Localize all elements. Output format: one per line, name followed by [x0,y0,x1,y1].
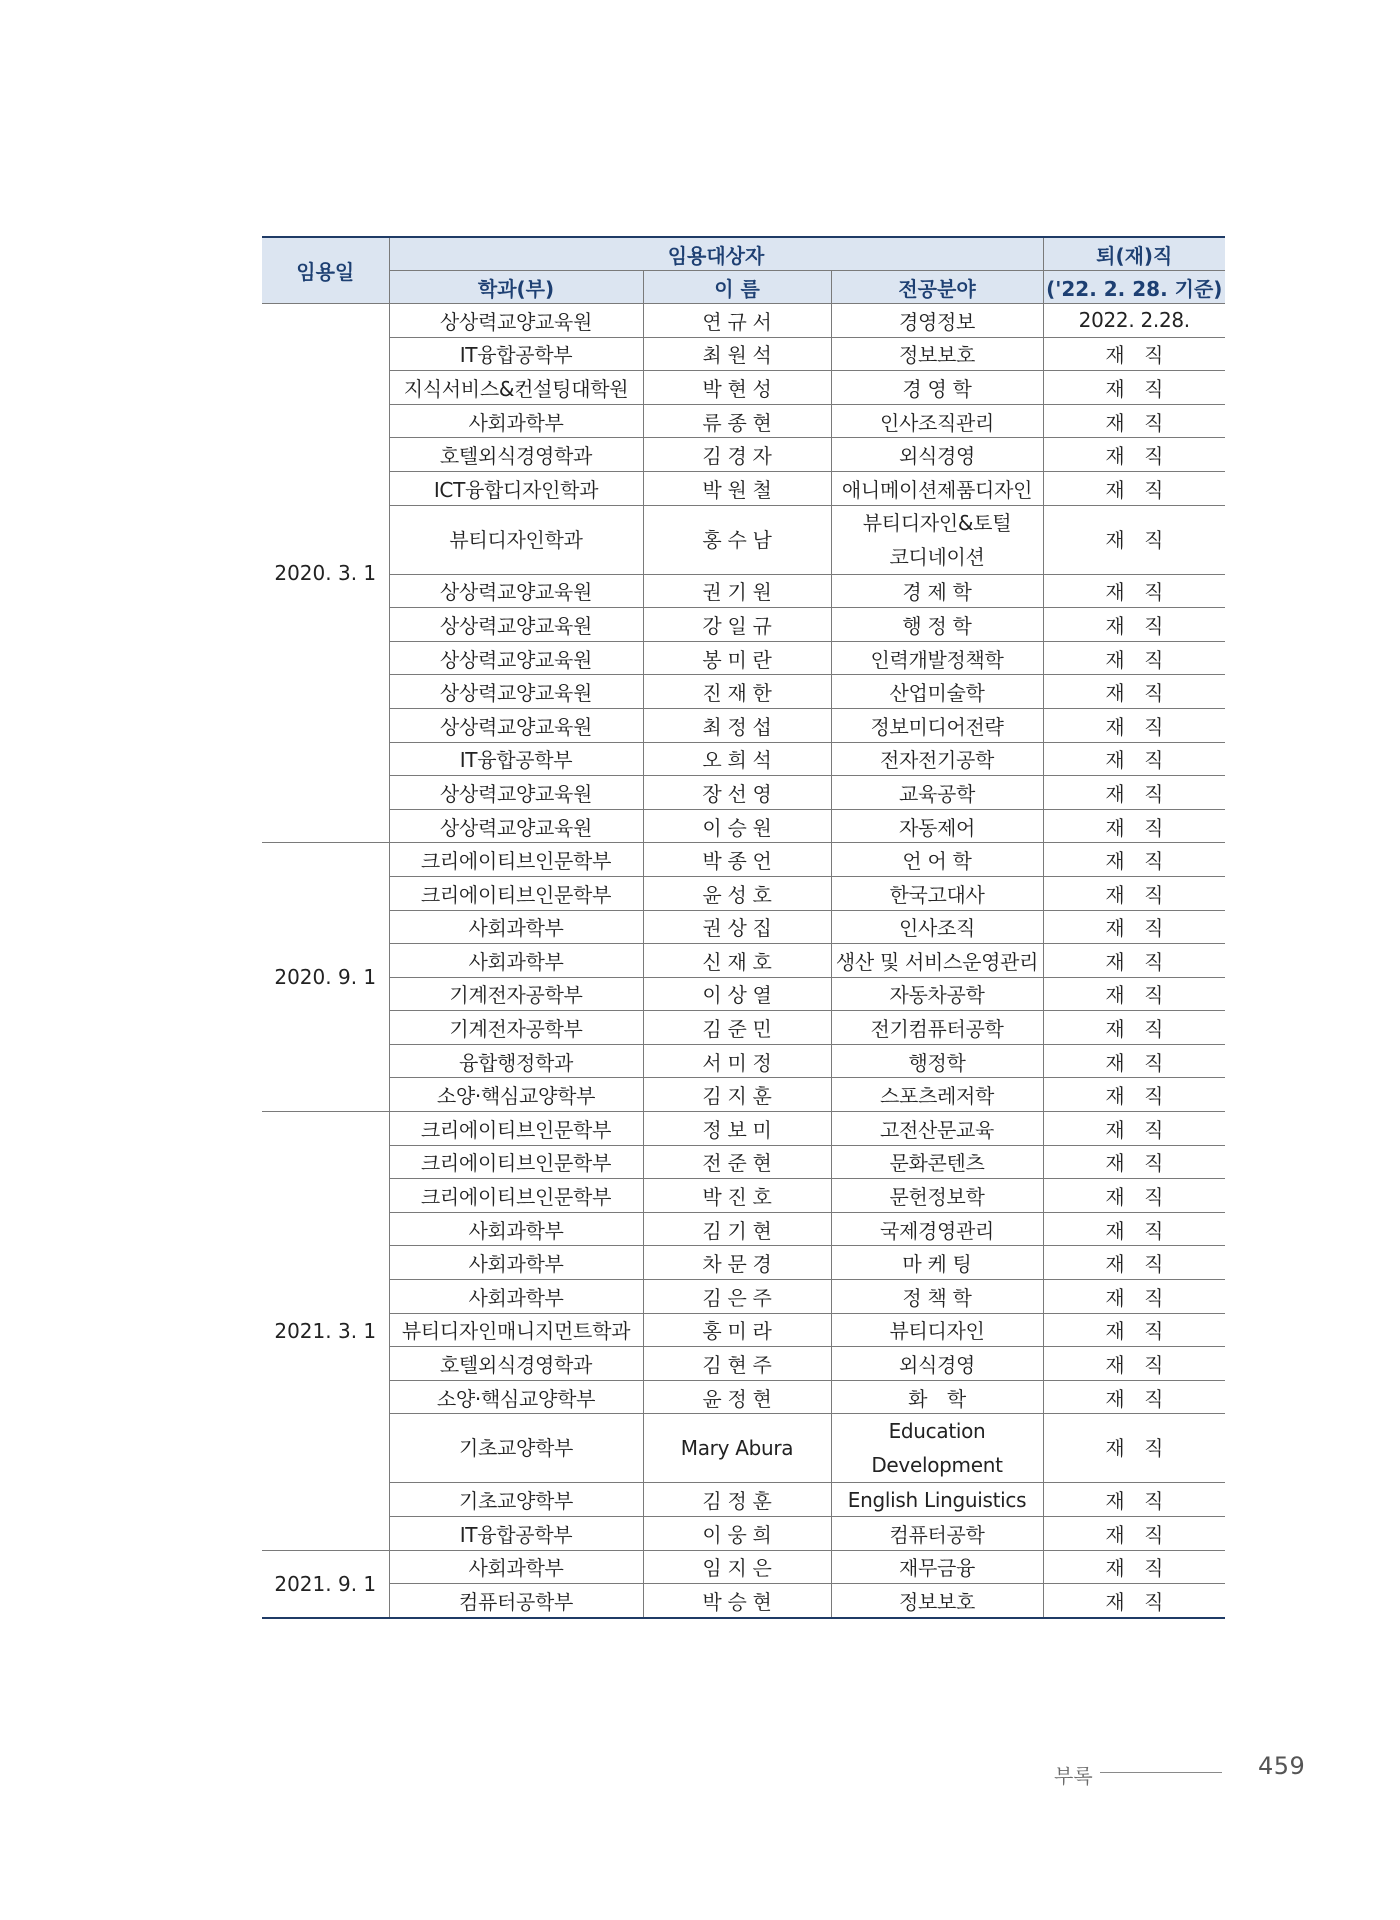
name-cell: 정 보 미 [643,1112,831,1146]
table-row [262,1380,1225,1414]
field-cell: 국제경영관리 [831,1212,1043,1246]
appointment-date: 2020. 9. 1 [262,843,389,1112]
status-cell: 재 직 [1043,1011,1225,1045]
department-cell: ICT융합디자인학과 [389,471,643,505]
table-row [262,1280,1225,1314]
status-cell: 재 직 [1043,1212,1225,1246]
table-row [262,843,1225,877]
department-cell: 소양·핵심교양학부 [389,1078,643,1112]
name-cell: 박 승 현 [643,1584,831,1618]
name-cell: 장 선 영 [643,776,831,810]
field-cell: 자동차공학 [831,977,1043,1011]
table-row [262,876,1225,910]
name-cell: 권 기 원 [643,574,831,608]
table-row [262,438,1225,472]
table-row [262,1212,1225,1246]
name-cell: 홍 미 라 [643,1313,831,1347]
name-cell: 김 정 훈 [643,1483,831,1517]
department-cell: 사회과학부 [389,910,643,944]
status-cell: 재 직 [1043,675,1225,709]
field-cell: 경 영 학 [831,371,1043,405]
department-cell: 크리에이티브인문학부 [389,1112,643,1146]
status-cell: 재 직 [1043,1414,1225,1483]
status-cell: 재 직 [1043,404,1225,438]
department-cell: 크리에이티브인문학부 [389,843,643,877]
field-cell: 스포츠레저학 [831,1078,1043,1112]
field-cell: 마 케 팅 [831,1246,1043,1280]
status-cell: 재 직 [1043,1145,1225,1179]
status-cell: 재 직 [1043,574,1225,608]
status-cell: 재 직 [1043,337,1225,371]
name-cell: 오 희 석 [643,742,831,776]
name-cell: 김 준 민 [643,1011,831,1045]
field-cell: 화 학 [831,1380,1043,1414]
table-row [262,776,1225,810]
name-cell: 윤 정 현 [643,1380,831,1414]
field-cell: 정보미디어전략 [831,708,1043,742]
name-cell: 권 상 집 [643,910,831,944]
table-row [262,910,1225,944]
field-cell: 행 정 학 [831,608,1043,642]
header-row-bottom [262,271,1225,304]
table-row [262,337,1225,371]
department-cell: 기계전자공학부 [389,1011,643,1045]
table-row [262,675,1225,709]
table-header [262,237,1225,304]
name-cell: 최 정 섭 [643,708,831,742]
field-cell: 행정학 [831,1044,1043,1078]
field-cell: 문헌정보학 [831,1179,1043,1213]
name-cell: 연 규 서 [643,304,831,338]
status-cell: 재 직 [1043,944,1225,978]
department-cell: 호텔외식경영학과 [389,438,643,472]
table-row [262,641,1225,675]
header-row-top [262,237,1225,271]
name-cell: 신 재 호 [643,944,831,978]
table-row [262,1517,1225,1551]
status-cell: 재 직 [1043,910,1225,944]
department-cell: 상상력교양교육원 [389,608,643,642]
table-row [262,1179,1225,1213]
table-row [262,1145,1225,1179]
field-cell: 경영정보 [831,304,1043,338]
header-appointee-group: 임용대상자 [389,237,1043,271]
field-cell: 전기컴퓨터공학 [831,1011,1043,1045]
department-cell: 사회과학부 [389,1246,643,1280]
page-number: 459 [1258,1752,1306,1780]
department-cell: 사회과학부 [389,404,643,438]
table-row [262,1313,1225,1347]
table-row [262,1246,1225,1280]
table-row [262,742,1225,776]
header-date: 임용일 [262,237,389,304]
field-cell: 교육공학 [831,776,1043,810]
status-cell: 재 직 [1043,1347,1225,1381]
field-cell: 정 책 학 [831,1280,1043,1314]
field-cell: 외식경영 [831,1347,1043,1381]
table-row [262,608,1225,642]
name-cell: 차 문 경 [643,1246,831,1280]
footer-divider [1100,1772,1222,1773]
name-cell: 김 기 현 [643,1212,831,1246]
status-cell: 2022. 2.28. [1043,304,1225,338]
status-cell: 재 직 [1043,1179,1225,1213]
name-cell: 최 원 석 [643,337,831,371]
status-cell: 재 직 [1043,641,1225,675]
name-cell: 봉 미 란 [643,641,831,675]
name-cell: 전 준 현 [643,1145,831,1179]
status-cell: 재 직 [1043,505,1225,574]
name-cell: 이 상 열 [643,977,831,1011]
table-row [262,574,1225,608]
department-cell: 사회과학부 [389,1550,643,1584]
field-cell: 뷰티디자인&토털 코디네이션 [831,505,1043,574]
department-cell: 상상력교양교육원 [389,708,643,742]
status-cell: 재 직 [1043,1112,1225,1146]
name-cell: 이 웅 희 [643,1517,831,1551]
header-dept: 학과(부) [389,271,643,304]
department-cell: 기초교양학부 [389,1414,643,1483]
field-cell: 언 어 학 [831,843,1043,877]
table-row [262,977,1225,1011]
field-cell: 외식경영 [831,438,1043,472]
name-cell: 류 종 현 [643,404,831,438]
department-cell: 상상력교양교육원 [389,574,643,608]
table-row [262,708,1225,742]
status-cell: 재 직 [1043,1078,1225,1112]
table-row [262,1347,1225,1381]
name-cell: 서 미 정 [643,1044,831,1078]
table-row [262,1483,1225,1517]
table-row [262,1112,1225,1146]
table-row [262,809,1225,843]
department-cell: 기초교양학부 [389,1483,643,1517]
department-cell: 크리에이티브인문학부 [389,1145,643,1179]
status-cell: 재 직 [1043,1246,1225,1280]
status-cell: 재 직 [1043,1380,1225,1414]
field-cell: 전자전기공학 [831,742,1043,776]
name-cell: 김 경 자 [643,438,831,472]
header-status-line2: ('22. 2. 28. 기준) [1043,271,1225,304]
field-cell: 인사조직 [831,910,1043,944]
table-row [262,1078,1225,1112]
appointment-date: 2021. 3. 1 [262,1112,389,1551]
department-cell: 사회과학부 [389,1280,643,1314]
name-cell: 진 재 한 [643,675,831,709]
name-cell: Mary Abura [643,1414,831,1483]
department-cell: 사회과학부 [389,944,643,978]
table-row [262,471,1225,505]
department-cell: IT융합공학부 [389,742,643,776]
table-row [262,1011,1225,1045]
status-cell: 재 직 [1043,977,1225,1011]
footer-section-label: 부록 [1054,1764,1093,1788]
field-cell: 정보보호 [831,1584,1043,1618]
department-cell: 상상력교양교육원 [389,675,643,709]
status-cell: 재 직 [1043,371,1225,405]
name-cell: 김 은 주 [643,1280,831,1314]
status-cell: 재 직 [1043,742,1225,776]
field-cell: English Linguistics [831,1483,1043,1517]
status-cell: 재 직 [1043,843,1225,877]
field-cell: 경 제 학 [831,574,1043,608]
department-cell: 호텔외식경영학과 [389,1347,643,1381]
name-cell: 홍 수 남 [643,505,831,574]
header-status-line1: 퇴(재)직 [1043,237,1225,271]
name-cell: 임 지 은 [643,1550,831,1584]
name-cell: 강 일 규 [643,608,831,642]
status-cell: 재 직 [1043,438,1225,472]
department-cell: 상상력교양교육원 [389,809,643,843]
table-row [262,1584,1225,1618]
department-cell: IT융합공학부 [389,337,643,371]
department-cell: 사회과학부 [389,1212,643,1246]
department-cell: 지식서비스&컨설팅대학원 [389,371,643,405]
field-cell: 한국고대사 [831,876,1043,910]
table-row [262,371,1225,405]
name-cell: 박 종 언 [643,843,831,877]
name-cell: 김 현 주 [643,1347,831,1381]
status-cell: 재 직 [1043,776,1225,810]
status-cell: 재 직 [1043,876,1225,910]
field-cell: 인력개발정책학 [831,641,1043,675]
name-cell: 박 진 호 [643,1179,831,1213]
department-cell: 뷰티디자인매니지먼트학과 [389,1313,643,1347]
department-cell: 크리에이티브인문학부 [389,876,643,910]
field-cell: 자동제어 [831,809,1043,843]
status-cell: 재 직 [1043,1280,1225,1314]
table-body [262,304,1225,1618]
table-row [262,1550,1225,1584]
status-cell: 재 직 [1043,1044,1225,1078]
status-cell: 재 직 [1043,1483,1225,1517]
field-cell: 생산 및 서비스운영관리 [831,944,1043,978]
field-cell: 문화콘텐츠 [831,1145,1043,1179]
status-cell: 재 직 [1043,809,1225,843]
status-cell: 재 직 [1043,708,1225,742]
status-cell: 재 직 [1043,471,1225,505]
department-cell: 크리에이티브인문학부 [389,1179,643,1213]
name-cell: 이 승 원 [643,809,831,843]
field-cell: 고전산문교육 [831,1112,1043,1146]
field-cell: 애니메이션제품디자인 [831,471,1043,505]
table-row [262,304,1225,338]
field-cell: 뷰티디자인 [831,1313,1043,1347]
department-cell: 컴퓨터공학부 [389,1584,643,1618]
department-cell: 상상력교양교육원 [389,304,643,338]
field-cell: 정보보호 [831,337,1043,371]
department-cell: 뷰티디자인학과 [389,505,643,574]
status-cell: 재 직 [1043,1584,1225,1618]
status-cell: 재 직 [1043,1550,1225,1584]
status-cell: 재 직 [1043,1517,1225,1551]
field-cell: 인사조직관리 [831,404,1043,438]
table-row [262,1414,1225,1483]
department-cell: IT융합공학부 [389,1517,643,1551]
appointment-table [262,236,1225,1619]
table-row [262,505,1225,574]
table-row [262,944,1225,978]
department-cell: 기계전자공학부 [389,977,643,1011]
field-cell: 산업미술학 [831,675,1043,709]
name-cell: 윤 성 호 [643,876,831,910]
department-cell: 상상력교양교육원 [389,776,643,810]
field-cell: 재무금융 [831,1550,1043,1584]
department-cell: 상상력교양교육원 [389,641,643,675]
header-field: 전공분야 [831,271,1043,304]
table-row [262,1044,1225,1078]
department-cell: 소양·핵심교양학부 [389,1380,643,1414]
department-cell: 융합행정학과 [389,1044,643,1078]
field-cell: 컴퓨터공학 [831,1517,1043,1551]
name-cell: 박 원 철 [643,471,831,505]
name-cell: 김 지 훈 [643,1078,831,1112]
header-name: 이 름 [643,271,831,304]
status-cell: 재 직 [1043,608,1225,642]
field-cell: Education Development [831,1414,1043,1483]
table-row [262,404,1225,438]
appointment-date: 2020. 3. 1 [262,304,389,843]
status-cell: 재 직 [1043,1313,1225,1347]
appointment-date: 2021. 9. 1 [262,1550,389,1618]
name-cell: 박 현 성 [643,371,831,405]
